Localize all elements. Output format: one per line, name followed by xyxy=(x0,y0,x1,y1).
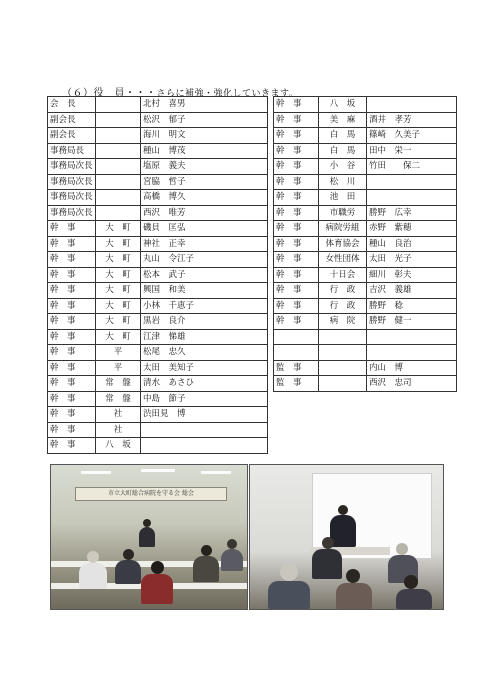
affiliation-cell: 八 坂 xyxy=(96,438,141,454)
roster-row xyxy=(48,298,268,314)
affiliation-cell: 小 谷 xyxy=(319,159,367,175)
affiliation-cell xyxy=(319,345,367,361)
person-name-cell xyxy=(367,174,457,190)
role-cell: 副会長 xyxy=(48,128,96,144)
affiliation-cell: 平 xyxy=(96,360,141,376)
roster-row xyxy=(48,283,268,299)
roster-row xyxy=(48,174,268,190)
roster-row xyxy=(48,236,268,252)
person-name-cell: 篠崎 久美子 xyxy=(367,128,457,144)
affiliation-cell: 白 馬 xyxy=(319,128,367,144)
role-cell: 幹 事 xyxy=(274,128,319,144)
roster-row xyxy=(48,128,268,144)
person-name-cell: 渋田見 博 xyxy=(141,407,268,423)
affiliation-cell: 市職労 xyxy=(319,205,367,221)
roster-row xyxy=(48,422,268,438)
affiliation-cell: 八 坂 xyxy=(319,97,367,113)
affiliation-cell: 大 町 xyxy=(96,267,141,283)
role-cell: 幹 事 xyxy=(274,314,319,330)
roster-row xyxy=(48,252,268,268)
role-cell: 幹 事 xyxy=(274,112,319,128)
person-name-cell: 竹田 保二 xyxy=(367,159,457,175)
role-cell: 幹 事 xyxy=(48,267,96,283)
roster-row xyxy=(274,252,457,268)
person-name-cell: 神社 正幸 xyxy=(141,236,268,252)
roster-row xyxy=(274,190,457,206)
person-name-cell: 小林 千恵子 xyxy=(141,298,268,314)
role-cell: 事務局長 xyxy=(48,143,96,159)
role-cell: 事務局次長 xyxy=(48,205,96,221)
person-name-cell: 細川 彰夫 xyxy=(367,267,457,283)
role-cell: 幹 事 xyxy=(48,407,96,423)
role-cell: 幹 事 xyxy=(48,283,96,299)
officers-table-left xyxy=(47,96,268,454)
affiliation-cell xyxy=(319,376,367,392)
affiliation-cell xyxy=(96,205,141,221)
affiliation-cell: 松 川 xyxy=(319,174,367,190)
roster-row xyxy=(274,283,457,299)
affiliation-cell: 病 院 xyxy=(319,314,367,330)
person-name-cell: 松本 武子 xyxy=(141,267,268,283)
officers-table-right xyxy=(273,96,457,392)
roster-row xyxy=(48,329,268,345)
role-cell: 事務局次長 xyxy=(48,174,96,190)
affiliation-cell: 常 盤 xyxy=(96,376,141,392)
role-cell: 事務局次長 xyxy=(48,190,96,206)
roster-row xyxy=(274,97,457,113)
person-name-cell: 黒岩 良介 xyxy=(141,314,268,330)
person-name-cell: 宮脇 哲子 xyxy=(141,174,268,190)
roster-row xyxy=(274,376,457,392)
role-cell: 幹 事 xyxy=(274,267,319,283)
person-name-cell: 磯貝 匡弘 xyxy=(141,221,268,237)
role-cell: 幹 事 xyxy=(274,252,319,268)
role-cell: 幹 事 xyxy=(48,422,96,438)
role-cell: 幹 事 xyxy=(274,97,319,113)
roster-row xyxy=(48,205,268,221)
person-name-cell: 内山 博 xyxy=(367,360,457,376)
person-name-cell: 田中 栄一 xyxy=(367,143,457,159)
person-name-cell: 勝野 稔 xyxy=(367,298,457,314)
person-name-cell: 酒井 孝芳 xyxy=(367,112,457,128)
person-name-cell: 中島 節子 xyxy=(141,391,268,407)
affiliation-cell: 平 xyxy=(96,345,141,361)
affiliation-cell: 社 xyxy=(96,407,141,423)
person-name-cell xyxy=(367,97,457,113)
role-cell: 幹 事 xyxy=(48,252,96,268)
roster-row xyxy=(274,128,457,144)
role-cell: 幹 事 xyxy=(48,236,96,252)
roster-row xyxy=(48,190,268,206)
person-name-cell: 西沢 唯芳 xyxy=(141,205,268,221)
person-name-cell: 塩原 義夫 xyxy=(141,159,268,175)
person-name-cell: 西沢 忠司 xyxy=(367,376,457,392)
affiliation-cell xyxy=(96,128,141,144)
person-name-cell: 丸山 令江子 xyxy=(141,252,268,268)
person-name-cell xyxy=(367,329,457,345)
roster-row xyxy=(48,112,268,128)
role-cell: 幹 事 xyxy=(274,221,319,237)
roster-row xyxy=(48,159,268,175)
affiliation-cell: 大 町 xyxy=(96,252,141,268)
roster-row xyxy=(274,221,457,237)
role-cell: 幹 事 xyxy=(48,376,96,392)
affiliation-cell xyxy=(96,159,141,175)
roster-row xyxy=(274,314,457,330)
affiliation-cell: 常 盤 xyxy=(96,391,141,407)
person-name-cell: 松尾 忠久 xyxy=(141,345,268,361)
person-name-cell: 種山 博茂 xyxy=(141,143,268,159)
affiliation-cell: 体育協会 xyxy=(319,236,367,252)
role-cell: 幹 事 xyxy=(48,221,96,237)
affiliation-cell: 大 町 xyxy=(96,236,141,252)
person-name-cell xyxy=(367,345,457,361)
roster-row xyxy=(274,143,457,159)
roster-row xyxy=(48,345,268,361)
role-cell: 幹 事 xyxy=(48,438,96,454)
affiliation-cell xyxy=(96,190,141,206)
role-cell: 幹 事 xyxy=(274,159,319,175)
role-cell: 会 長 xyxy=(48,97,96,113)
roster-row xyxy=(274,360,457,376)
roster-row xyxy=(274,112,457,128)
roster-row xyxy=(48,221,268,237)
affiliation-cell xyxy=(319,329,367,345)
roster-row xyxy=(48,407,268,423)
person-name-cell xyxy=(141,422,268,438)
role-cell: 幹 事 xyxy=(274,205,319,221)
role-cell: 事務局次長 xyxy=(48,159,96,175)
affiliation-cell: 大 町 xyxy=(96,221,141,237)
role-cell: 幹 事 xyxy=(48,345,96,361)
role-cell: 幹 事 xyxy=(274,174,319,190)
person-name-cell: 勝野 健一 xyxy=(367,314,457,330)
role-cell: 監 事 xyxy=(274,376,319,392)
role-cell: 幹 事 xyxy=(48,360,96,376)
roster-row xyxy=(274,159,457,175)
roster-row xyxy=(48,143,268,159)
roster-row xyxy=(274,267,457,283)
person-name-cell: 海川 明文 xyxy=(141,128,268,144)
role-cell: 監 事 xyxy=(274,360,319,376)
affiliation-cell: 社 xyxy=(96,422,141,438)
roster-row xyxy=(274,329,457,345)
role-cell: 幹 事 xyxy=(48,298,96,314)
person-name-cell: 吉沢 義雄 xyxy=(367,283,457,299)
meeting-photo-audience xyxy=(50,464,248,610)
person-name-cell: 江津 悌雄 xyxy=(141,329,268,345)
person-name-cell: 興国 和美 xyxy=(141,283,268,299)
roster-row xyxy=(274,345,457,361)
person-name-cell: 赤野 紫穂 xyxy=(367,221,457,237)
person-name-cell xyxy=(141,438,268,454)
role-cell xyxy=(274,345,319,361)
roster-row xyxy=(274,205,457,221)
person-name-cell: 高橋 博久 xyxy=(141,190,268,206)
role-cell xyxy=(274,329,319,345)
affiliation-cell: 女性団体 xyxy=(319,252,367,268)
role-cell: 副会長 xyxy=(48,112,96,128)
person-name-cell: 北村 喜男 xyxy=(141,97,268,113)
affiliation-cell: 行 政 xyxy=(319,283,367,299)
role-cell: 幹 事 xyxy=(48,329,96,345)
affiliation-cell: 大 町 xyxy=(96,329,141,345)
roster-row xyxy=(48,314,268,330)
role-cell: 幹 事 xyxy=(274,236,319,252)
person-name-cell: 勝野 広幸 xyxy=(367,205,457,221)
roster-row xyxy=(274,174,457,190)
affiliation-cell: 白 馬 xyxy=(319,143,367,159)
roster-row xyxy=(48,376,268,392)
role-cell: 幹 事 xyxy=(274,298,319,314)
affiliation-cell xyxy=(96,97,141,113)
meeting-photo-speaker xyxy=(249,464,444,610)
affiliation-cell: 病院労組 xyxy=(319,221,367,237)
role-cell: 幹 事 xyxy=(274,143,319,159)
person-name-cell: 松沢 郁子 xyxy=(141,112,268,128)
affiliation-cell xyxy=(96,112,141,128)
person-name-cell: 太田 光子 xyxy=(367,252,457,268)
section-title: （６）役 員・・・ xyxy=(62,88,157,99)
person-name-cell: 種山 良治 xyxy=(367,236,457,252)
roster-row xyxy=(48,391,268,407)
affiliation-cell: 池 田 xyxy=(319,190,367,206)
affiliation-cell: 大 町 xyxy=(96,283,141,299)
section-subtitle: さらに補強・強化していきます。 xyxy=(156,89,299,99)
affiliation-cell: 大 町 xyxy=(96,298,141,314)
roster-row xyxy=(48,267,268,283)
affiliation-cell: 行 政 xyxy=(319,298,367,314)
affiliation-cell: 大 町 xyxy=(96,314,141,330)
person-name-cell: 清水 あさひ xyxy=(141,376,268,392)
role-cell: 幹 事 xyxy=(48,391,96,407)
person-name-cell: 太田 美知子 xyxy=(141,360,268,376)
role-cell: 幹 事 xyxy=(274,283,319,299)
roster-row xyxy=(48,360,268,376)
roster-row xyxy=(274,236,457,252)
roster-row xyxy=(48,438,268,454)
affiliation-cell: 十日会 xyxy=(319,267,367,283)
roster-row xyxy=(274,298,457,314)
affiliation-cell xyxy=(96,174,141,190)
affiliation-cell: 美 麻 xyxy=(319,112,367,128)
role-cell: 幹 事 xyxy=(48,314,96,330)
roster-row xyxy=(48,97,268,113)
affiliation-cell xyxy=(319,360,367,376)
role-cell: 幹 事 xyxy=(274,190,319,206)
person-name-cell xyxy=(367,190,457,206)
meeting-banner: 市立大町総合病院を守る会 総会 xyxy=(75,487,227,501)
affiliation-cell xyxy=(96,143,141,159)
